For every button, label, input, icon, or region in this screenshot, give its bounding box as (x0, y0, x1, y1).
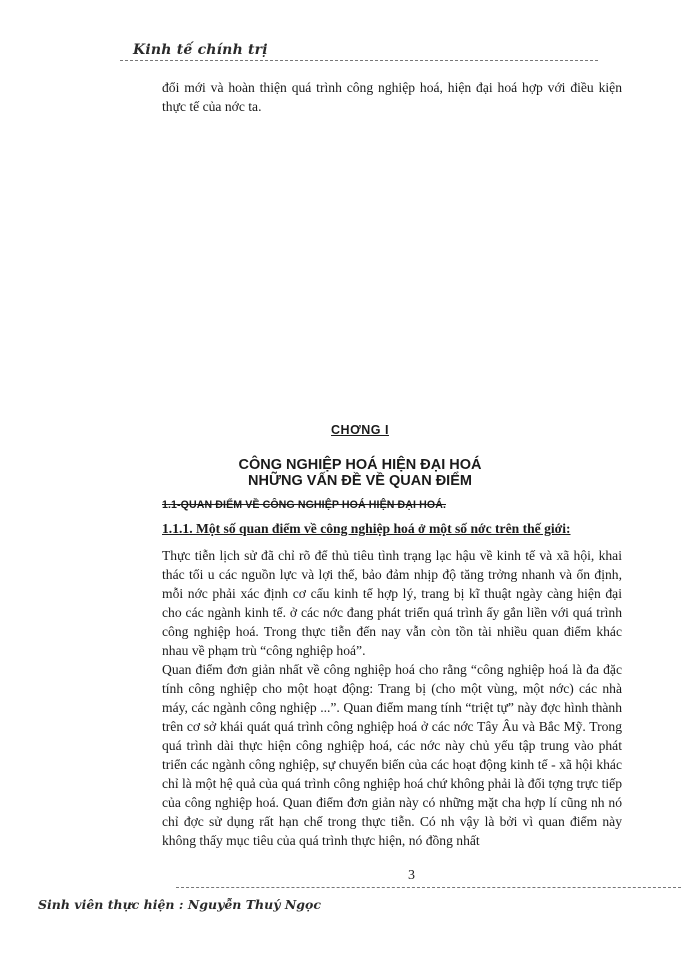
chapter-title-line1: CÔNG NGHIỆP HOÁ HIỆN ĐẠI HOÁ (238, 457, 482, 473)
footer-divider (176, 887, 681, 888)
body-paragraph-1: Thực tiễn lịch sử đã chỉ rõ để thủ tiêu tình trạng lạc hậu về kinh tế và xã hội, khai thác tối u các nguồn lực và lợi thế, bảo đảm nhịp độ tăng trởng nhanh và ổn định, mỗi nớc phải xác định cơ cấu kinh tế hợp lý, trang bị kĩ thuật ngày càng hiện đại cho các ngành kinh tế. ở các nớc đang phát triển quá trình ấy gắn liền với quá trình công nghiệp hoá. Trong thực tiễn đến nay vẫn còn tồn tài nhiều quan điểm khác nhau về phạm trù “công nghiệp hoá”. (162, 548, 622, 658)
chapter-title-line2: NHỮNG VẤN ĐỀ VỀ QUAN ĐIỂM (248, 473, 472, 489)
header-title: Kinh tế chính trị (133, 42, 268, 58)
section-heading: 1.1-QUAN ĐIỂM VỀ CÔNG NGHIỆP HOÁ HIỆN ĐẠI HOÁ. (162, 499, 446, 511)
header-divider (120, 60, 598, 61)
subsection-heading: 1.1.1. Một số quan điểm về công nghiệp hoá ở một số nớc trên thế giới: (162, 521, 571, 536)
footer-author: Sinh viên thực hiện : Nguyễn Thuý Ngọc (38, 897, 321, 912)
body-paragraph-2: Quan điểm đơn giản nhất về công nghiệp hoá cho rằng “công nghiệp hoá là đa đặc tính công nghiệp cho một hoạt động: Trang bị (cho một vùng, một nớc) các nhà máy, các ngành công nghiệp ...”. Quan điểm mang tính “triệt tự” này đợc hình thành trên cơ sở khái quát quá trình công nghiệp hoá ở các nớc Tây Âu và Bắc Mỹ. Trong quá trình dài thực hiện công nghiệp hoá, các nớc này chủ yếu tập trung vào phát triển các ngành công nghiệp, sự chuyển biến của các hoạt động kinh tế - xã hội khác chỉ là một hệ quả của quá trình công nghiệp hoá chứ không phải là đối tợng trực tiếp của công nghiệp hoá. Quan điểm đơn giản này có những mặt cha hợp lí cũng nh nó chỉ đợc sử dụng rất hạn chế trong thực tiễn. Có nh vậy là bởi vì quan điểm này không thấy mục tiêu của quá trình thực hiện, nó đồng nhất (162, 662, 622, 848)
page-number: 3 (408, 868, 415, 883)
intro-paragraph: đổi mới và hoàn thiện quá trình công nghiệp hoá, hiện đại hoá hợp với điều kiện thực tế của nớc ta. (162, 80, 622, 114)
chapter-label: CHƠNG I (331, 423, 389, 437)
